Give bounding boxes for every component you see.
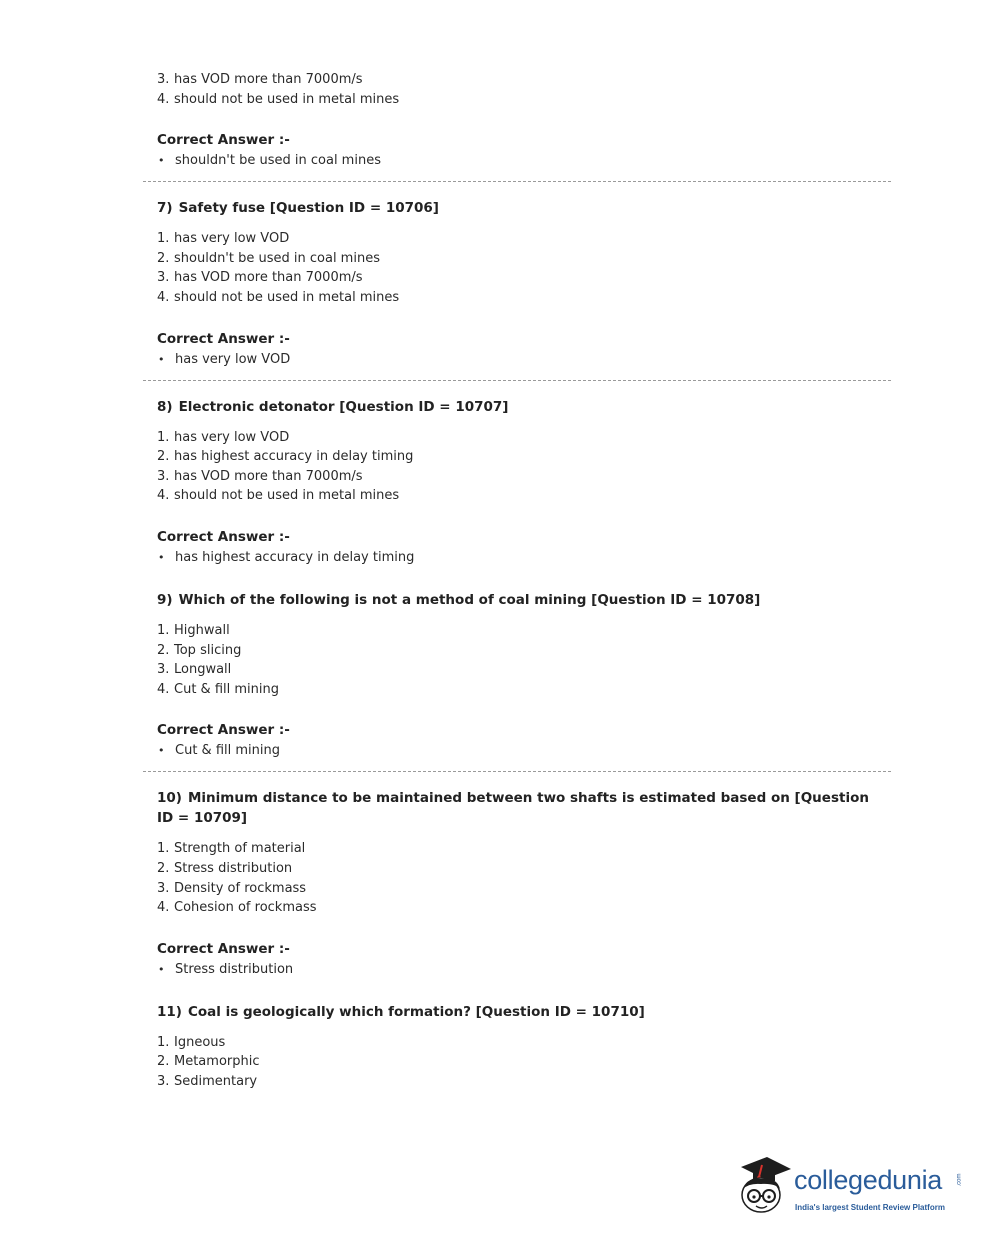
logo-tagline: India's largest Student Review Platform — [795, 1203, 945, 1212]
bullet-icon: • — [158, 962, 165, 976]
bullet-icon: • — [158, 352, 165, 366]
option-item: 1. has very low VOD — [157, 429, 290, 445]
option-item: 1. Igneous — [157, 1034, 226, 1050]
dashed-divider — [143, 181, 891, 182]
option-item: 2. Metamorphic — [157, 1054, 260, 1070]
option-item: 2. Top slicing — [157, 642, 242, 658]
question-title: 11) Coal is geologically which formation? [Question ID = 10710] — [157, 1003, 645, 1020]
option-item: 3. Density of rockmass — [157, 880, 307, 896]
question-block — [157, 1002, 877, 1092]
option-item: 4. should not be used in metal mines — [157, 488, 400, 504]
correct-answer: • has very low VOD — [157, 350, 877, 370]
question-block — [157, 397, 877, 568]
correct-answer: • shouldn't be used in coal mines — [157, 151, 877, 171]
question-block — [157, 788, 877, 979]
question-block — [157, 590, 877, 772]
question-block — [157, 198, 877, 380]
correct-answer: • Stress distribution — [157, 960, 877, 980]
option-item: 3. has VOD more than 7000m/s — [157, 270, 363, 286]
page-content — [157, 70, 877, 1091]
correct-answer: • has highest accuracy in delay timing — [157, 548, 877, 568]
option-list — [157, 428, 877, 506]
bullet-icon: • — [158, 550, 165, 564]
option-item: 4. should not be used in metal mines — [157, 289, 400, 305]
option-list — [157, 229, 877, 307]
question-fragment — [157, 70, 877, 182]
option-item: 4. should not be used in metal mines — [157, 91, 400, 107]
option-item: 3. Longwall — [157, 662, 232, 678]
option-item: 2. shouldn't be used in coal mines — [157, 250, 380, 266]
question-title: 8) Electronic detonator [Question ID = 10707] — [157, 398, 509, 415]
option-item: 3. has VOD more than 7000m/s — [157, 468, 363, 484]
logo-domain-suffix: .com — [956, 1173, 963, 1187]
option-item: 3. Sedimentary — [157, 1073, 258, 1089]
option-item: 2. has highest accuracy in delay timing — [157, 449, 414, 465]
option-item: 1. Highwall — [157, 622, 230, 638]
correct-answer-label: Correct Answer :- — [157, 722, 290, 739]
option-item: 1. has very low VOD — [157, 231, 290, 247]
correct-answer-label: Correct Answer :- — [157, 330, 290, 347]
option-item: 4. Cohesion of rockmass — [157, 900, 317, 916]
option-list — [157, 839, 877, 917]
logo-wordmark: collegedunia — [794, 1165, 943, 1195]
option-item: 2. Stress distribution — [157, 860, 293, 876]
mascot-icon — [735, 1153, 795, 1223]
bullet-icon: • — [158, 154, 165, 168]
option-item: 1. Strength of material — [157, 841, 306, 857]
correct-answer-label: Correct Answer :- — [157, 528, 290, 545]
question-title: 9) Which of the following is not a method of coal mining [Question ID = 10708] — [157, 591, 761, 608]
collegedunia-logo[interactable] — [735, 1153, 965, 1223]
option-list — [157, 70, 877, 109]
correct-answer-label: Correct Answer :- — [157, 132, 290, 149]
option-list — [157, 621, 877, 699]
bullet-icon: • — [158, 744, 165, 758]
correct-answer: • Cut & fill mining — [157, 741, 877, 761]
question-title: 10) Minimum distance to be maintained between two shafts is estimated based on [Question ID = 10709] — [157, 790, 869, 827]
option-item: 4. Cut & fill mining — [157, 681, 279, 697]
dashed-divider — [143, 380, 891, 381]
question-title: 7) Safety fuse [Question ID = 10706] — [157, 200, 439, 217]
option-item: 3. has VOD more than 7000m/s — [157, 72, 363, 87]
option-list — [157, 1033, 877, 1092]
correct-answer-label: Correct Answer :- — [157, 940, 290, 957]
dashed-divider — [143, 771, 891, 772]
